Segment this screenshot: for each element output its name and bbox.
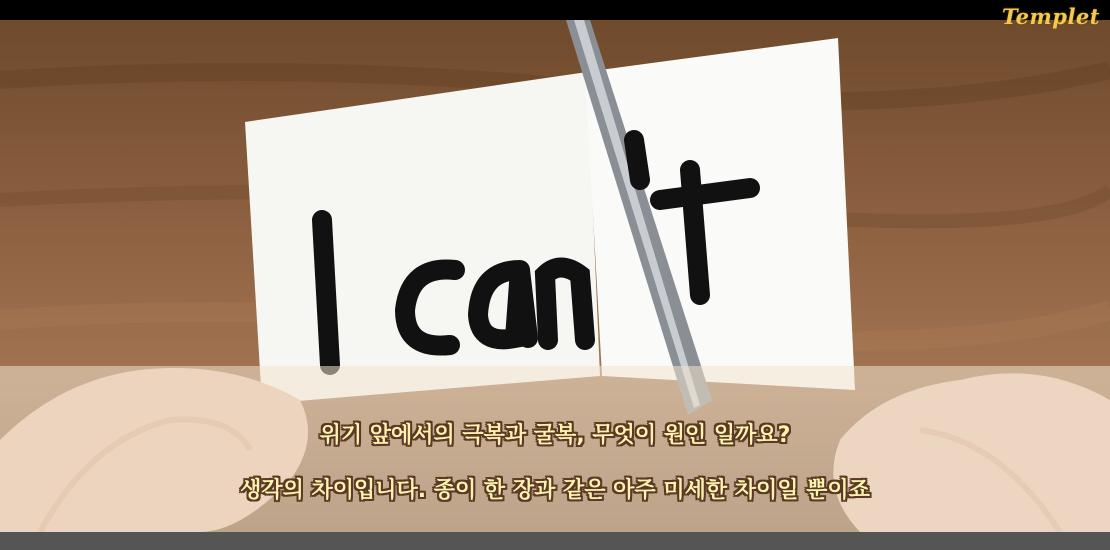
- top-bar: [0, 0, 1110, 20]
- bottom-bar: [0, 532, 1110, 550]
- caption-line-2: 생각의 차이입니다. 종이 한 장과 같은 아주 미세한 차이일 뿐이죠: [240, 478, 870, 503]
- caption-overlay: [0, 366, 1110, 532]
- caption-line-1: 위기 앞에서의 극복과 굴복, 무엇이 원인 일까요?: [319, 423, 791, 448]
- paper-left: [245, 72, 600, 404]
- paper-right: [585, 38, 855, 390]
- templet-logo: Templet: [1001, 4, 1100, 29]
